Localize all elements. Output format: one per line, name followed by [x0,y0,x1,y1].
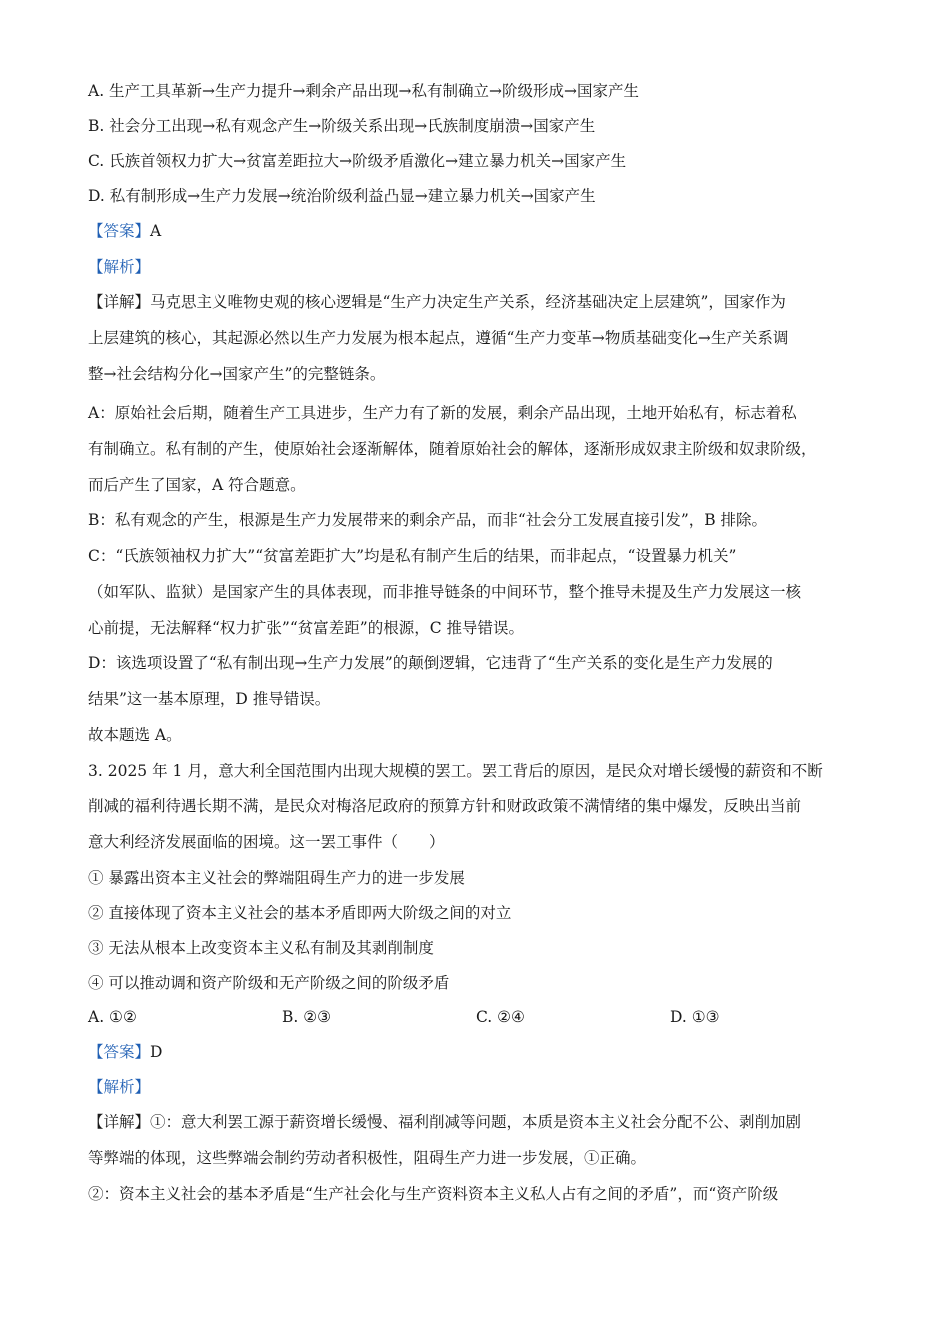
q3-statement-2: ② 直接体现了资本主义社会的基本矛盾即两大阶级之间的对立 [88,904,512,922]
q3-statement-4: ④ 可以推动调和资产阶级和无产阶级之间的阶级矛盾 [88,974,450,992]
q2-option-b: B. 社会分工出现→私有观念产生→阶级关系出现→氏族制度崩溃→国家产生 [88,117,596,135]
q3-choice-d: D. ①③ [670,1008,720,1026]
answer-tag: 【答案】 [88,222,151,240]
q2-detail-line: B：私有观念的产生，根源是生产力发展带来的剩余产品，而非“社会分工发展直接引发”，B 排除。 [88,511,768,529]
q2-detail-line: C：“氏族领袖权力扩大”“贫富差距扩大”均是私有制产生后的结果，而非起点，“设置暴力机关” [88,547,737,565]
q3-choice-c: C. ②④ [476,1008,525,1026]
q2-detail-line: 结果”这一基本原理，D 推导错误。 [88,690,331,708]
q2-detail-line: （如军队、监狱）是国家产生的具体表现，而非推导链条的中间环节，整个推导未提及生产力发展这一核 [88,583,802,601]
q2-detail-line: 而后产生了国家，A 符合题意。 [88,476,306,494]
q3-choice-a: A. ①② [88,1008,137,1026]
analysis-tag: 【解析】 [88,1078,151,1096]
q3-detail-line [88,1111,878,1133]
q2-analysis-heading [88,256,878,278]
q2-option-c: C. 氏族首领权力扩大→贫富差距拉大→阶级矛盾激化→建立暴力机关→国家产生 [88,152,627,170]
detail-tag: 【详解】 [88,293,151,311]
q3-stem-line: 削减的福利待遇长期不满，是民众对梅洛尼政府的预算方针和财政政策不满情绪的集中爆发，反映出当前 [88,797,802,815]
analysis-tag: 【解析】 [88,258,151,276]
q2-option-d: D. 私有制形成→生产力发展→统治阶级利益凸显→建立暴力机关→国家产生 [88,187,596,205]
q3-stem-line: 意大利经济发展面临的困境。这一罢工事件（ ） [88,833,445,851]
q3-choice-b: B. ②③ [282,1008,332,1026]
q2-detail-line: 整→社会结构分化→国家产生”的完整链条。 [88,365,386,383]
q2-detail-line: 有制确立。私有制的产生，使原始社会逐渐解体，随着原始社会的解体，逐渐形成奴隶主阶级和奴隶阶级， [88,440,817,458]
answer-tag: 【答案】 [88,1043,151,1061]
q2-detail-line: D：该选项设置了“私有制出现→生产力发展”的颠倒逻辑，它违背了“生产关系的变化是生产力发展的 [88,654,773,672]
q2-detail-line: 上层建筑的核心，其起源必然以生产力发展为根本起点，遵循“生产力变革→物质基础变化→生产关系调 [88,329,789,347]
q3-detail-line: ②：资本主义社会的基本矛盾是“生产社会化与生产资料资本主义私人占有之间的矛盾”，而“资产阶级 [88,1185,779,1203]
detail-text: 马克思主义唯物史观的核心逻辑是“生产力决定生产关系，经济基础决定上层建筑”，国家作为 [150,293,786,311]
q2-answer [88,220,878,242]
q3-detail-line: 等弊端的体现，这些弊端会制约劳动者积极性，阻碍生产力进一步发展，①正确。 [88,1149,647,1167]
q2-detail-line [88,291,878,313]
q2-detail-line: 心前提，无法解释“权力扩张”“贫富差距”的根源，C 推导错误。 [88,619,524,637]
q2-conclusion: 故本题选 A。 [88,726,182,744]
q2-option-a: A. 生产工具革新→生产力提升→剩余产品出现→私有制确立→阶级形成→国家产生 [88,82,639,100]
q3-answer [88,1041,878,1063]
q3-statement-1: ① 暴露出资本主义社会的弊端阻碍生产力的进一步发展 [88,869,465,887]
q3-statement-3: ③ 无法从根本上改变资本主义私有制及其剥削制度 [88,939,434,957]
detail-text: ①：意大利罢工源于薪资增长缓慢、福利削减等问题，本质是资本主义社会分配不公、剥削加剧 [150,1113,802,1131]
answer-value: D [150,1043,163,1061]
q2-detail-line: A：原始社会后期，随着生产工具进步，生产力有了新的发展，剩余产品出现，土地开始私有，标志着私 [88,404,797,422]
q3-analysis-heading [88,1076,878,1098]
answer-value: A [150,222,162,240]
detail-tag: 【详解】 [88,1113,151,1131]
q3-stem-line: 3. 2025 年 1 月，意大利全国范围内出现大规模的罢工。罢工背后的原因，是民众对增长缓慢的薪资和不断 [88,762,823,780]
